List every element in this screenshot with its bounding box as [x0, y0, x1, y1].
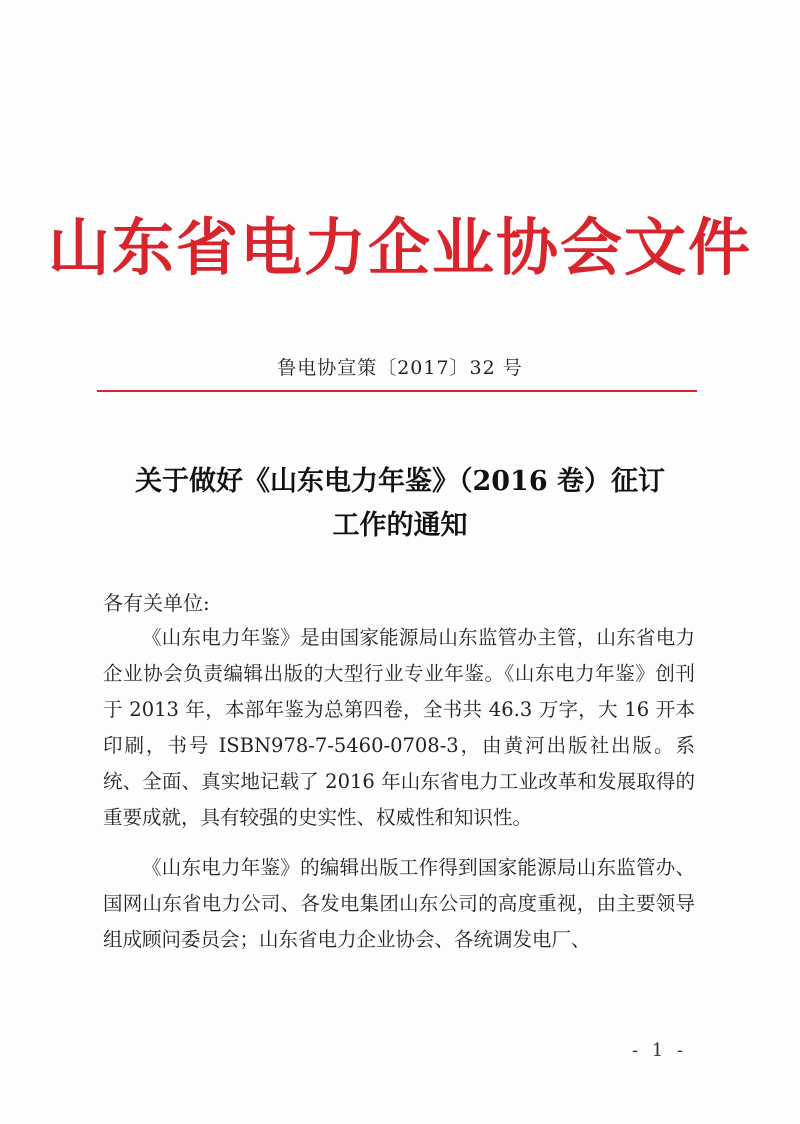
body-paragraph-1: 《山东电力年鉴》是由国家能源局山东监管办主管，山东省电力企业协会负责编辑出版的大型行业专业年鉴。《山东电力年鉴》创刊于 2013 年，本部年鉴为总第四卷，全书共 46.3 万字，大 16 开本印刷，书号 ISBN978-7-5460-0708-3，由黄河出版社出版。系统、全面、真实地记载了 2016 年山东省电力工业改革和发展取得的重要成就，具有较强的史实性、权威性和知识性。: [103, 626, 695, 829]
document-number: 鲁电协宣策〔2017〕32 号: [277, 357, 523, 379]
notice-title: [90, 460, 710, 548]
salutation: 各有关单位:: [103, 591, 210, 615]
red-divider-line: [97, 390, 697, 392]
notice-title-line-2: 工作的通知: [332, 510, 468, 541]
page-number: - 1 -: [632, 1040, 688, 1061]
body-paragraph-2: 《山东电力年鉴》的编辑出版工作得到国家能源局山东监管办、国网山东省电力公司、各发电集团山东公司的高度重视，由主要领导组成顾问委员会；山东省电力企业协会、各统调发电厂、: [103, 856, 695, 951]
notice-title-line-1: 关于做好《山东电力年鉴》（2016 卷）征订: [134, 466, 666, 497]
document-header-title: 山东省电力企业协会文件: [47, 211, 752, 284]
